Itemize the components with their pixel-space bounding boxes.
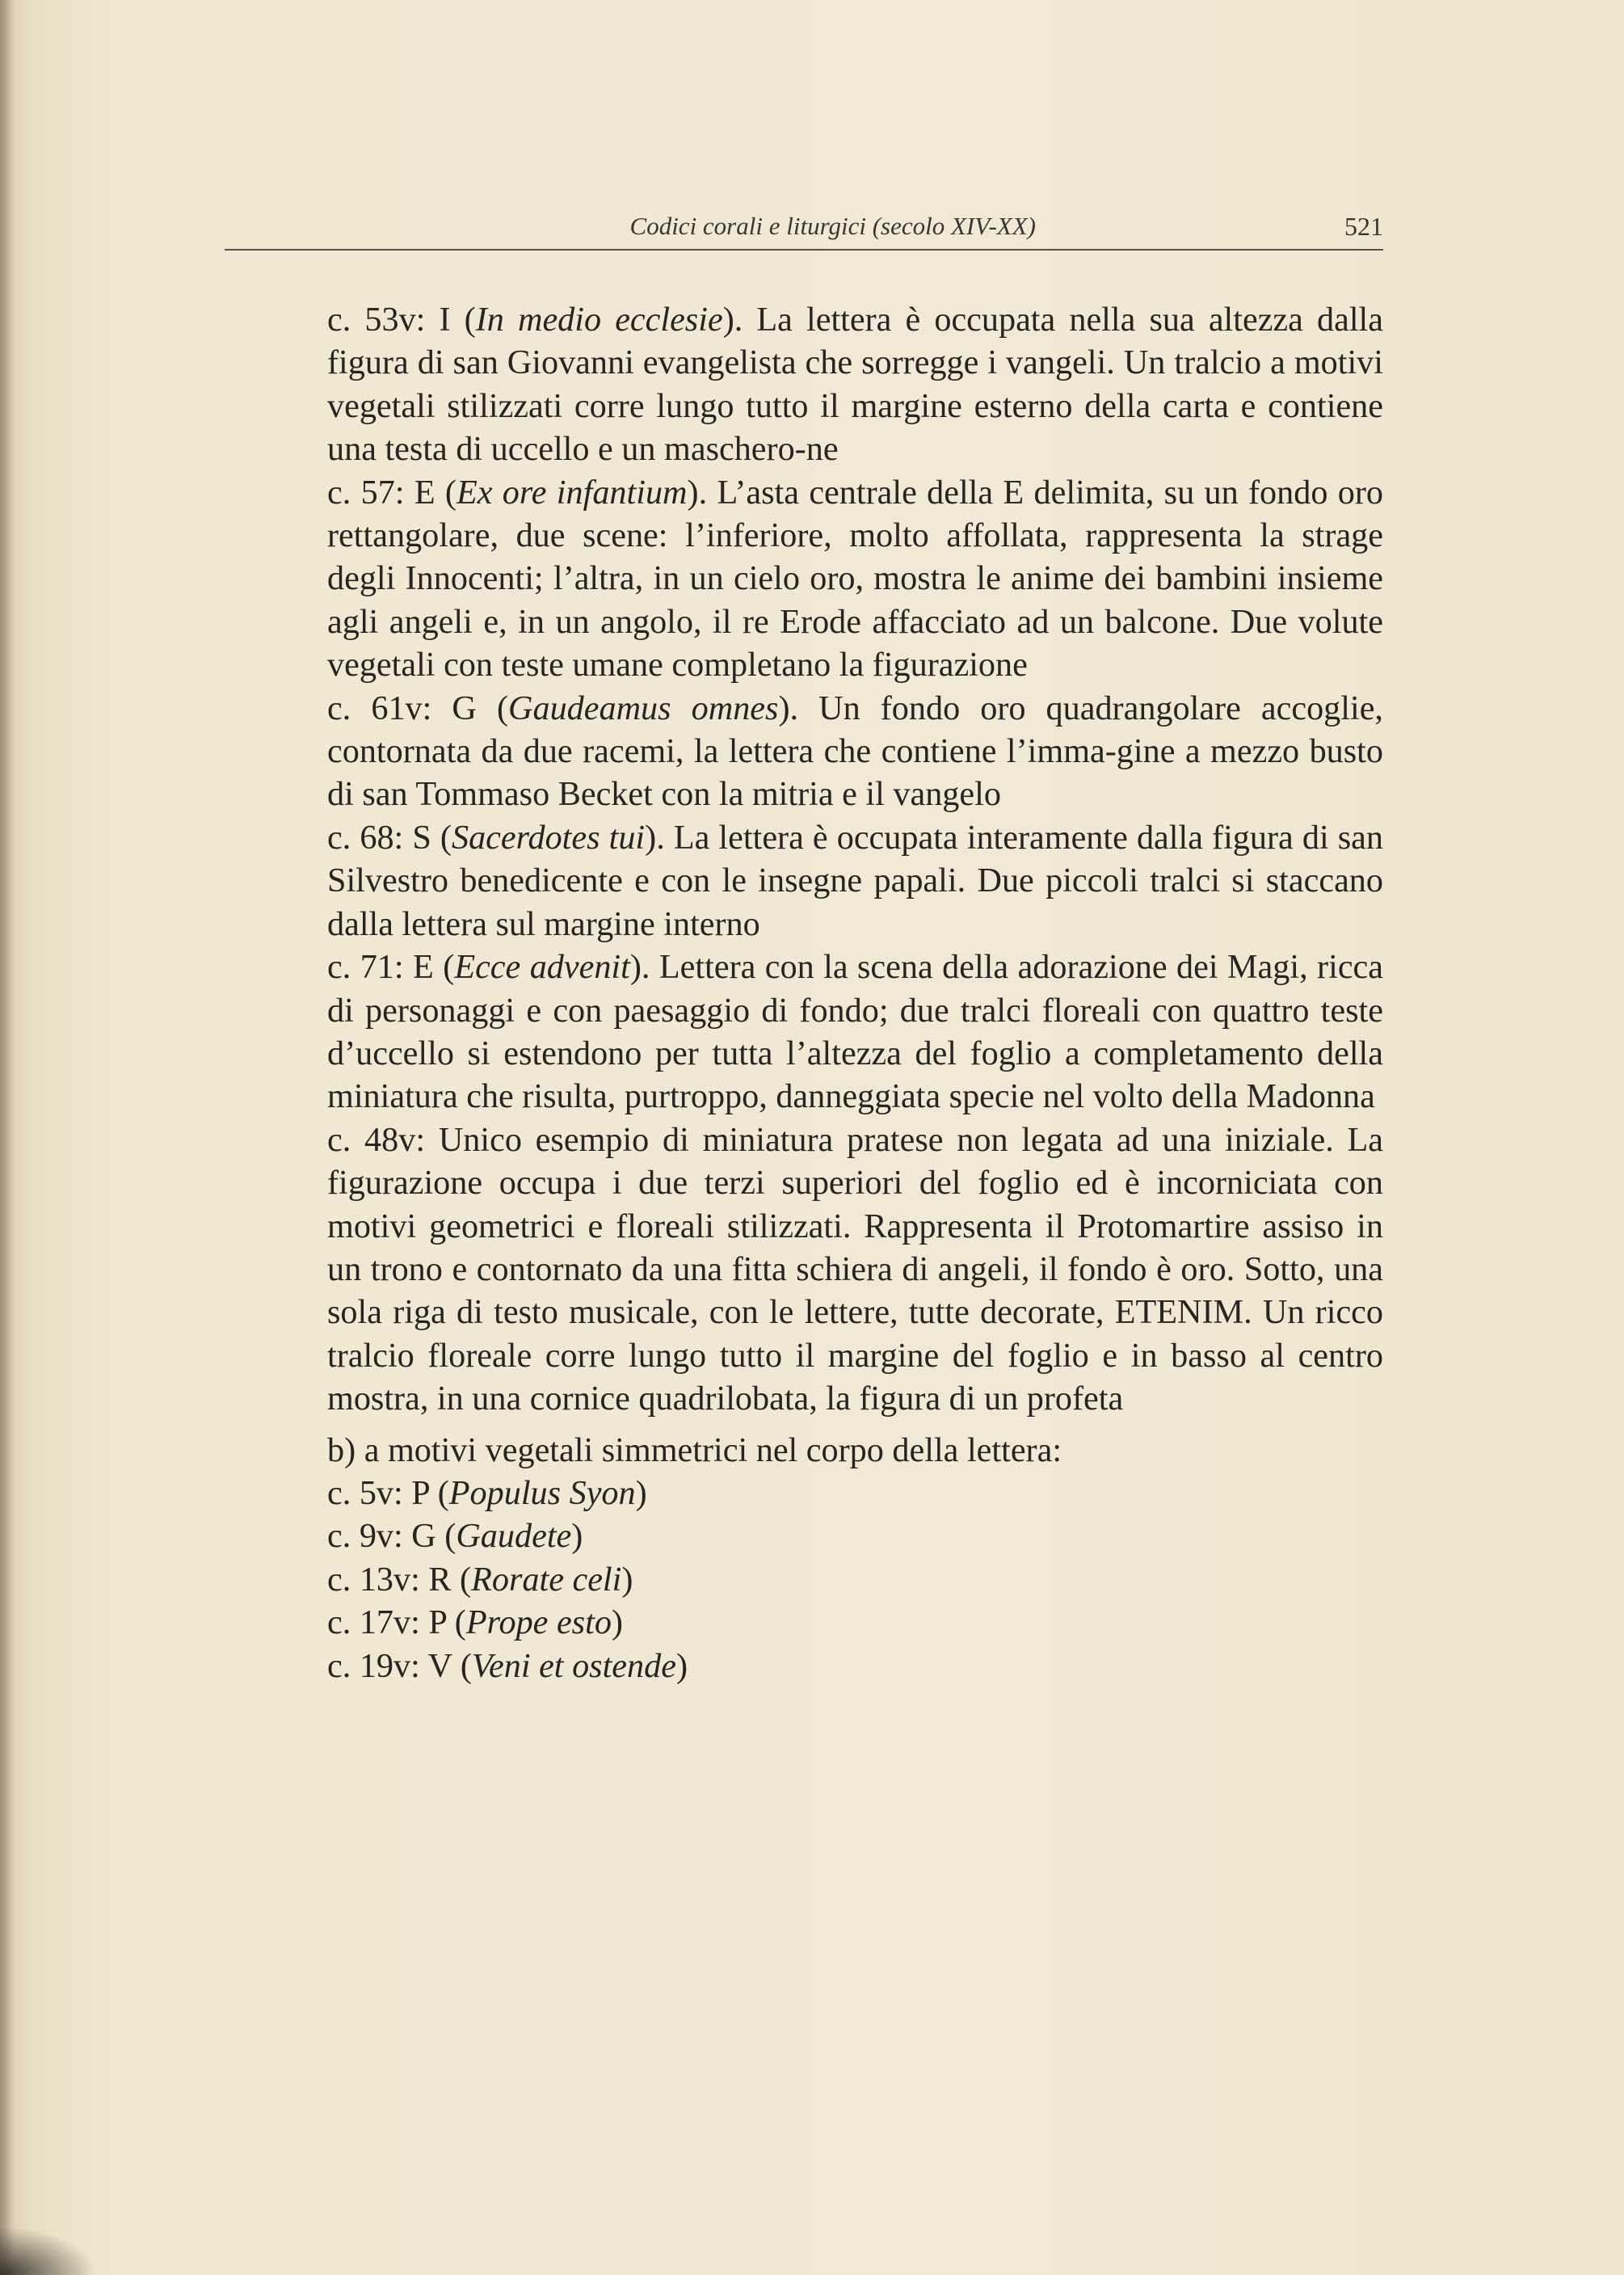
list-close: ) [611,1603,623,1642]
list-incipit: Prope esto [465,1603,612,1642]
list-ref: c. 5v: P ( [327,1473,449,1512]
entry-text: ). La lettera è occupata nella sua altezza dalla figura di san Giovanni evangelista che sorregge i vangeli. Un tralcio a motivi vegetali stilizzati corre lungo tutto il margine esterno della carta e contiene una testa di uccello e un maschero-ne [327,301,1383,469]
corner-shadow [0,2227,97,2275]
list-ref: c. 9v: G ( [327,1517,456,1556]
entry-incipit: Ecce advenit [454,948,630,987]
list-ref: c. 19v: V ( [327,1646,472,1685]
subsection-heading: b) a motivi vegetali simmetrici nel corpo della lettera: [327,1430,1062,1469]
catalog-entry [327,687,1383,816]
list-incipit: Gaudete [456,1517,572,1556]
entry-ref: c. 71: E ( [327,948,455,987]
catalog-entry [327,816,1383,946]
list-ref: c. 17v: P ( [327,1603,466,1642]
entry-text: ). La lettera è occupata interamente dalla figura di san Silvestro benedicente e con le insegne papali. Due piccoli tralci si staccano dalla lettera sul margine interno [327,818,1383,943]
list-incipit: Populus Syon [448,1473,636,1512]
list-close: ) [675,1646,688,1685]
entry-text: ). Lettera con la scena della adorazione dei Magi, ricca di personaggi e con paesaggio di fondo; due tralci floreali con quattro teste d’uccello si estendono per tutta l’altezza del foglio a completamento della miniatura che risulta, purtroppo, danneggiata specie nel volto della Madonna [327,948,1383,1116]
entry-ref: c. 48v: [327,1120,439,1159]
list-item [327,1558,1383,1601]
entry-incipit: Gaudeamus omnes [508,689,779,727]
running-title: Codici corali e liturgici (secolo XIV-XX) [629,212,1036,240]
list-item [327,1601,1383,1644]
entry-incipit: In medio ecclesie [475,301,723,339]
entry-incipit: Sacerdotes tui [451,818,646,857]
list-item [327,1515,1383,1557]
spine-shadow [0,0,15,2275]
list-item [327,1472,1383,1515]
body-text [327,298,1383,1687]
list-close: ) [635,1473,647,1512]
catalog-entry [327,298,1383,471]
page-number: 521 [1344,212,1383,241]
catalog-entry [327,471,1383,687]
entry-text: ). L’asta centrale della E delimita, su un fondo oro rettangolare, due scene: l’inferiore, molto affollata, rappresenta la strage degli Innocenti; l’altra, in un cielo oro, mostra le anime dei bambini insieme agli angeli e, in un angolo, il re Erode affacciato ad un balcone. Due volute vegetali con teste umane completano la figurazione [327,473,1383,685]
list-close: ) [571,1517,583,1556]
entry-ref: c. 61v: G ( [327,689,509,727]
page-header [225,209,1383,251]
entry-ref: c. 68: S ( [327,818,452,857]
entry-text: Unico esempio di miniatura pratese non legata ad una iniziale. La figurazione occupa i due terzi superiori del foglio ed è incorniciata con motivi geometrici e floreali stilizzati. Rappresenta il Protomartire assiso in un trono e contornato da una fitta schiera di angeli, il fondo è oro. Sotto, una sola riga di testo musicale, con le lettere, tutte decorate, ETENIM. Un ricco tralcio floreale corre lungo tutto il margine del foglio e in basso al centro mostra, in una cornice quadrilobata, la figura di un profeta [327,1120,1383,1418]
list-close: ) [621,1560,633,1599]
catalog-entry [327,1119,1383,1421]
list-ref: c. 13v: R ( [327,1560,472,1599]
spacer [327,1421,1383,1429]
catalog-entry [327,946,1383,1119]
entry-text: ). Un fondo oro quadrangolare accoglie, contornata da due racemi, la lettera che contiene l’imma-gine a mezzo busto di san Tommaso Becket con la mitria e il vangelo [327,689,1383,814]
entry-incipit: Ex ore infantium [456,473,688,512]
list-incipit: Rorate celi [471,1560,622,1599]
list-item [327,1645,1383,1687]
list-incipit: Veni et ostende [471,1646,676,1685]
entry-ref: c. 57: E ( [327,473,456,512]
entry-ref: c. 53v: I ( [327,301,476,339]
